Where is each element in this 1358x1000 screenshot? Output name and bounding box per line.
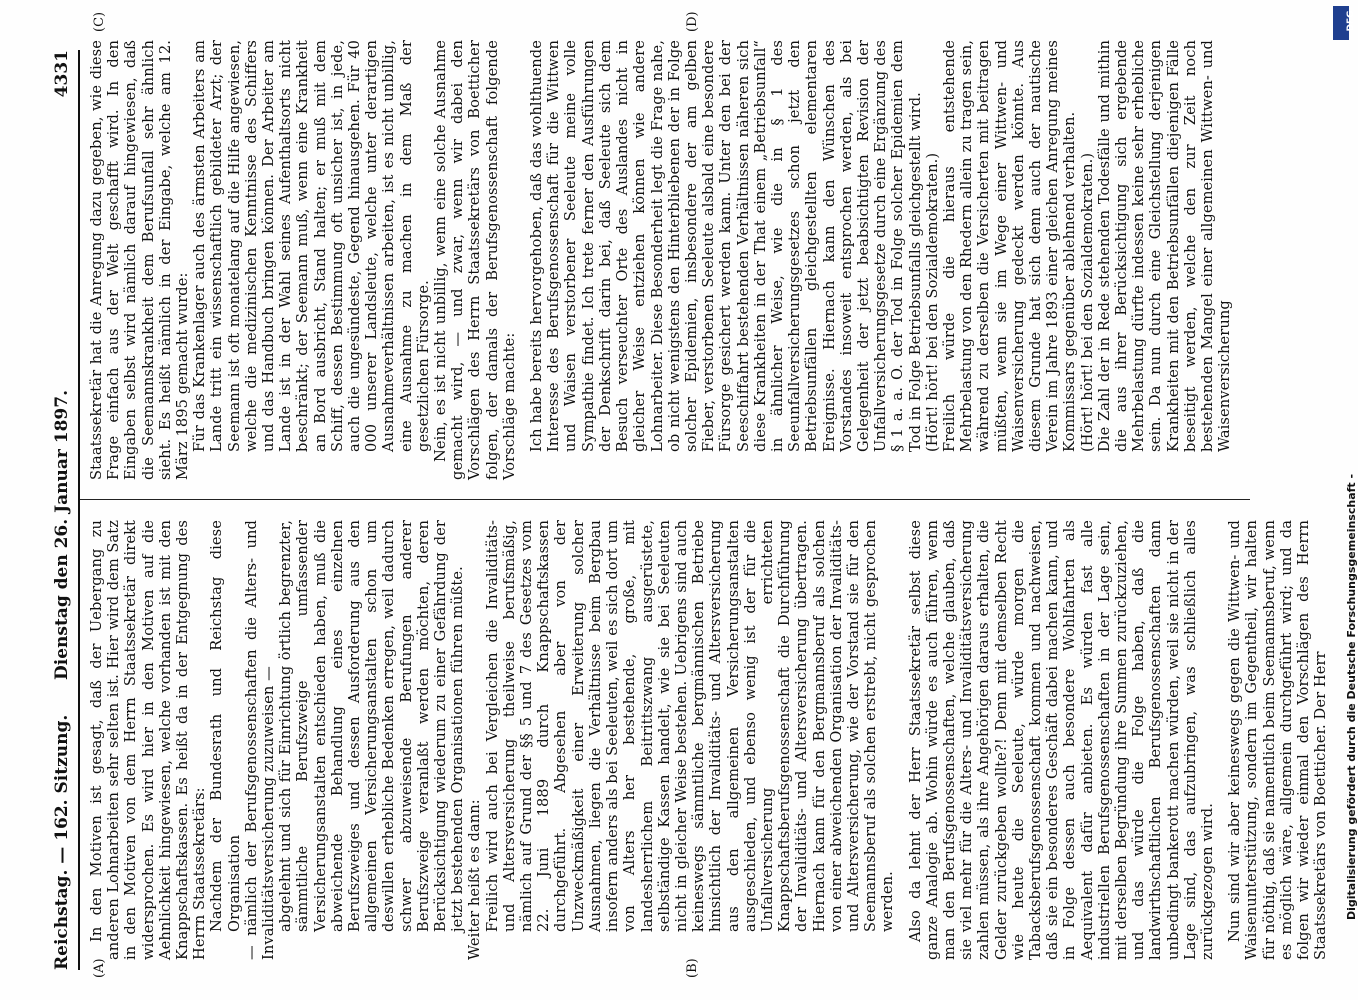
margin-marker-c: (C)	[92, 11, 107, 32]
dfg-logo-text: DFG	[1346, 10, 1356, 32]
paragraph: In den Motiven ist gesagt, daß der Uebergang zu anderen Lohnarbeiten sehr selten ist. Hier wird dem Satz in den Motiven von dem Herrn Staatssekretär direkt widersprochen. Es wird hier in den Motiven auf die Aehnlichkeit hingewiesen, welche vorhanden ist mit den Knappschaftskassen. Es heißt da in der Entgegnung des Herrn Staatssekretärs:	[88, 520, 209, 960]
column-divider	[80, 499, 1250, 500]
spacer	[1216, 520, 1226, 960]
quote: Für das Krankenlager auch des ärmsten Arbeiters am Lande tritt ein wissenschaftlich gebildeter Arzt; der Seemann ist oft monatelang auf die Hilfe angewiesen, welche die medizinischen Kenntnisse des Schiffers und das Handbuch bringen können. Der Arbeiter am Lande ist in der Wahl seines Aufenthaltsorts nicht beschränkt; der Seemann muß, wenn eine Krankheit an Bord ausbricht, Stand halten; er muß mit dem Schiff, dessen Bestimmung oft unsicher ist, in jede, auch die ungesündeste, Gegend hinausgehen. Für 40 000 unserer Landsleute, welche unter derartigen Ausnahmeverhältnissen arbeiten, ist es nicht unbillig, eine Ausnahme zu machen in dem Maß der gesetzlichen Fürsorge.	[191, 40, 432, 452]
spacer	[897, 520, 907, 960]
dfg-logo	[1333, 6, 1356, 40]
page-header	[48, 50, 80, 970]
header-date: Dienstag den 26. Januar 1897.	[52, 390, 72, 680]
quote: Nachdem der Bundesrath und Reichstag diese Organisation	[208, 520, 243, 932]
spacer	[518, 40, 528, 480]
paragraph: Nein, es ist nicht unbillig, wenn eine solche Ausnahme gemacht wird, — und zwar, wenn wir dabei den Vorschlägen des Herrn Staatssekretärs von Boetticher folgen, der damals der Berufsgenossenschaft folgende Vorschläge machte:	[432, 40, 518, 480]
header-title: Reichstag. — 162. Sitzung.	[52, 714, 72, 970]
paragraph: Staatssekretär hat die Anregung dazu gegeben, wie diese Frage einfach aus der Welt geschafft wird. In den Eingaben selbst wird nämlich darauf hingewiesen, daß die Seemannskrankheit dem Berufsunfall sehr ähnlich sieht. Es heißt nämlich in der Eingabe, welche am 12. März 1895 gemacht wurde:	[88, 40, 192, 480]
right-column	[88, 40, 1233, 480]
left-column	[88, 520, 1329, 960]
digitization-note	[1329, 160, 1358, 920]
margin-marker-d: (D)	[685, 11, 700, 32]
interjection: (Hört! hört! bei den Sozialdemokraten.)	[923, 152, 941, 452]
margin-marker-a: (A)	[92, 958, 107, 978]
interjection: (Hört! hört! bei den Sozialdemokraten.)	[1078, 152, 1096, 452]
quote: Die Zahl der in Rede stehenden Todesfälle und mithin die aus ihrer Berücksichtigung sich ergebende Mehrbelastung dürfte indessen keine sehr erhebliche sein. Da nun durch eine Gleichstellung derjenigen Krankheiten mit den Betriebsunfällen diejenigen Fälle beseitigt werden, welche den zur Zeit noch bestehenden Mangel einer allgemeinen Wittwen- und Waisenversicherung	[1095, 40, 1234, 452]
page-number: 4331	[52, 50, 72, 98]
quote: Freilich würde die hieraus entstehende Mehrbelastung von den Rhedern allein zu tragen sein, während zu derselben die Versicherten mit beitragen müßten, wenn sie im Wege einer Wittwen- und Waisenversicherung gedeckt werden könnte. Aus diesem Grunde hat sich denn auch der nautische Verein im Jahre 1893 einer gleichen Anregung meines Kommissars gegenüber ablehnend verhalten.	[940, 40, 1079, 452]
margin-marker-b: (B)	[685, 958, 700, 978]
quote: abgelehnt und sich für Einrichtung örtlich begrenzter, sämmtliche Berufszweige umfassender Versicherungsanstalten entschieden haben, muß die abweichende Behandlung eines einzelnen Berufszweiges und dessen Ausforderung aus den allgemeinen Versicherungsanstalten schon um deswillen erhebliche Bedenken erregen, weil dadurch schwer abzuweisende Berufungen anderer Berufszweige veranlaßt werden möchten, deren Berücksichtigung wiederum zu einer Gefährdung der jetzt bestehenden Organisationen führen müßte.	[277, 520, 467, 932]
quote: — nämlich der Berufsgenossenschaften die Alters- und Invaliditätsversicherung zuzuweisen —	[242, 520, 278, 960]
quote: Ich habe bereits hervorgehoben, daß das wohlthuende Interesse des Berufsgenossenschaft für die Wittwen und Waisen verstorbener Seeleute meine volle Sympathie findet. Ich trete ferner den Ausführungen der Denkschrift darin bei, daß Seeleute sich dem Besuch verseuchter Orte des Auslandes nicht in gleicher Weise entziehen können wie andere Lohnarbeiter. Diese Besonderheit legt die Frage nahe, ob nicht wenigstens den Hinterbliebenen der in Folge solcher Epidemien, insbesondere der am gelben Fieber, verstorbenen Seeleute alsbald eine besondere Fürsorge gesichert werden kann. Unter den bei der Seeschiffahrt bestehenden Verhältnissen näheren sich diese Krankheiten in der That einem „Betriebsunfall“ in ähnlicher Weise, wie die in § 1 des Seeunfallversicherungsgesetzes schon jetzt den Betriebsunfällen gleichgestellten elementaren Ereignisse. Hiernach kann den Wünschen des Vorstandes insoweit entsprochen werden, als bei Gelegenheit der jetzt beabsichtigten Revision der Unfallversicherungsgesetze durch eine Ergänzung des § 1 a. a. O. der Tod in Folge solcher Epidemien dem Tod in Folge Betriebsunfalls gleichgestellt wird.	[528, 40, 924, 452]
digitization-note-text: Digitalisierung gefördert durch die Deutsche Forschungsgemeinschaft -	[1345, 473, 1358, 920]
paragraph: Also da lehnt der Herr Staatssekretär selbst diese ganze Analogie ab. Wohin würde es auch führen, wenn man den Berufsgenossenschaften, welche glauben, daß sie viel mehr für die Alters- und Invaliditätsversicherung zahlen müssen, als ihre Angehörigen daraus erhalten, die Gelder zurückgeben wollte?! Denn mit demselben Recht wie heute die Seeleute, würde morgen die Tabacksberufsgenossenschaft kommen und nachweisen, daß sie ein besonderes Geschäft dabei machen kann, und in Folge dessen auch besondere Wohlfahrten als Aequivalent dafür anbieten. Es würden fast alle industriellen Berufsgenossenschaften in der Lage sein, mit derselben Begründung ihre Summen zurückzuziehen, und das würde die Folge haben, daß die landwirthschaftlichen Berufsgenossenschaften dann unbedingt bankerott machen würden, weil sie nicht in der Lage sind, das aufzubringen, was schließlich alles zurückgezogen wird.	[906, 520, 1216, 960]
quote: Freilich wird auch bei Vergleichen die Invaliditäts- und Altersversicherung theilweise berufsmäßig, nämlich auf Grund der §§ 5 und 7 des Gesetzes vom 22. Juni 1889 durch Knappschaftskassen durchgeführt. Abgesehen aber von der Unzweckmäßigkeit einer Erweiterung solcher Ausnahmen, liegen die Verhältnisse beim Bergbau insofern anders als bei Seeleuten, weil es sich dort um von Alters her bestehende, große, mit landesherrlichem Beitrittszwang ausgerüstete, selbständige Kassen handelt, wie sie bei Seeleuten nicht in gleicher Weise bestehen. Uebrigens sind auch keineswegs sämmtliche bergmännischen Betriebe hinsichtlich der Invaliditäts- und Altersversicherung aus den allgemeinen Versicherungsanstalten ausgeschieden, und ebenso wenig ist der für die Unfallversicherung errichteten Knappschaftsberufsgenossenschaft die Durchführung der Invaliditäts- und Altersversicherung übertragen. Hiernach kann für den Bergmannsberuf als solchen von einer abweichenden Organisation der Invaliditäts- und Altersversicherung, wie der Vorstand sie für den Seemannsberuf als solchen erstrebt, nicht gesprochen werden.	[483, 520, 897, 932]
paragraph: Weiter heißt es dann:	[466, 799, 484, 960]
paragraph: Nun sind wir aber keineswegs gegen die Wittwen- und Waisenunterstützung, sondern im Gegentheil, wir halten für nöthig, daß sie namentlich beim Seemannsberuf, wenn es möglich wäre, allgemein durchgeführt wird; und da folgen wir wieder einmal den Vorschlägen des Herrn Staatssekretärs von Boetticher. Der Herr	[1226, 520, 1330, 960]
